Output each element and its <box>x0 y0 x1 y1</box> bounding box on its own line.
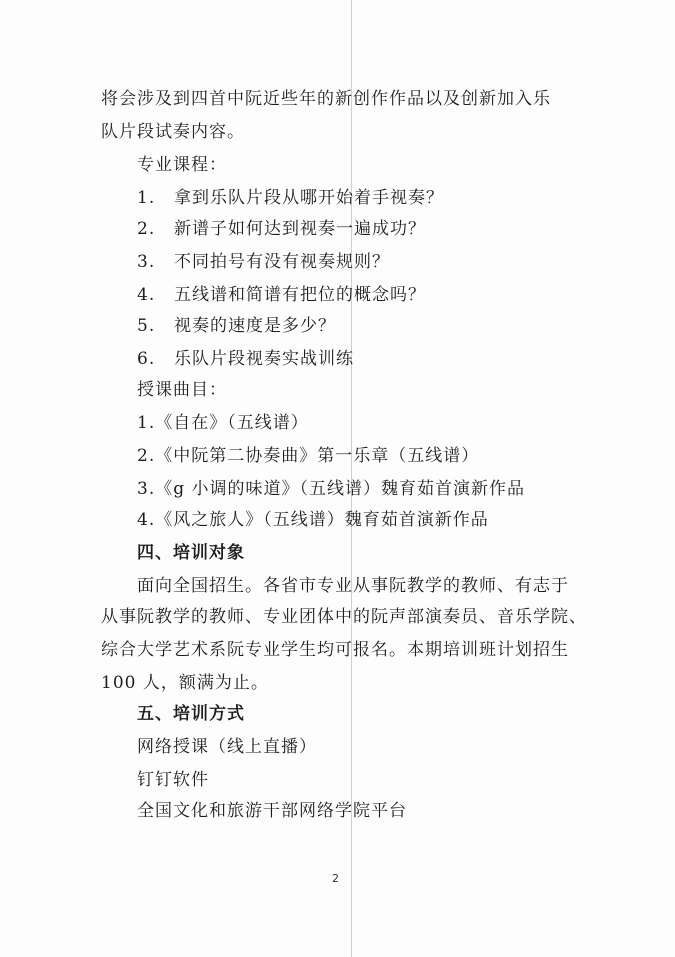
course-item-text: 视奏的速度是多少？ <box>174 316 336 336</box>
course-item-text: 五线谱和简谱有把位的概念吗？ <box>174 285 426 305</box>
body-text-line: 全国文化和旅游干部网络学院平台 <box>137 801 407 821</box>
page-number: 2 <box>332 872 339 885</box>
repertoire-item: 3.《g 小调的味道》（五线谱）魏育茹首演新作品 <box>137 479 526 499</box>
body-text-line: 网络授课（线上直播） <box>137 737 317 757</box>
course-item-text: 不同拍号有没有视奏规则？ <box>174 252 390 272</box>
repertoire-item: 4.《风之旅人》（五线谱）魏育茹首演新作品 <box>137 510 489 530</box>
course-item-text: 乐队片段视奏实战训练 <box>174 349 354 369</box>
course-item-number: 6. <box>137 349 156 369</box>
body-text-line: 将会涉及到四首中阮近些年的新创作作品以及创新加入乐 <box>101 89 551 109</box>
section-heading-training-method: 五、培训方式 <box>137 704 245 724</box>
repertoire-heading: 授课曲目： <box>137 380 227 400</box>
course-heading: 专业课程： <box>137 155 227 175</box>
repertoire-item: 2.《中阮第二协奏曲》第一乐章（五线谱） <box>137 446 480 466</box>
course-item-number: 4. <box>137 285 156 305</box>
body-text-line: 面向全国招生。各省市专业从事阮教学的教师、有志于 <box>137 576 569 596</box>
course-item-text: 新谱子如何达到视奏一遍成功？ <box>174 219 426 239</box>
course-item-number: 5. <box>137 316 156 336</box>
body-text-line: 综合大学艺术系阮专业学生均可报名。本期培训班计划招生 <box>101 640 569 660</box>
course-item-text: 拿到乐队片段从哪开始着手视奏？ <box>174 188 444 208</box>
body-text-line: 100 人，额满为止。 <box>101 673 269 693</box>
course-item-number: 2. <box>137 219 156 239</box>
course-item-number: 1. <box>137 188 156 208</box>
repertoire-item: 1.《自在》（五线谱） <box>137 413 309 433</box>
course-item-number: 3. <box>137 252 156 272</box>
body-text-line: 钉钉软件 <box>137 770 209 790</box>
body-text-line: 从事阮教学的教师、专业团体中的阮声部演奏员、音乐学院、 <box>101 607 587 627</box>
body-text-line: 队片段试奏内容。 <box>101 122 245 142</box>
section-heading-training-target: 四、培训对象 <box>137 543 245 563</box>
